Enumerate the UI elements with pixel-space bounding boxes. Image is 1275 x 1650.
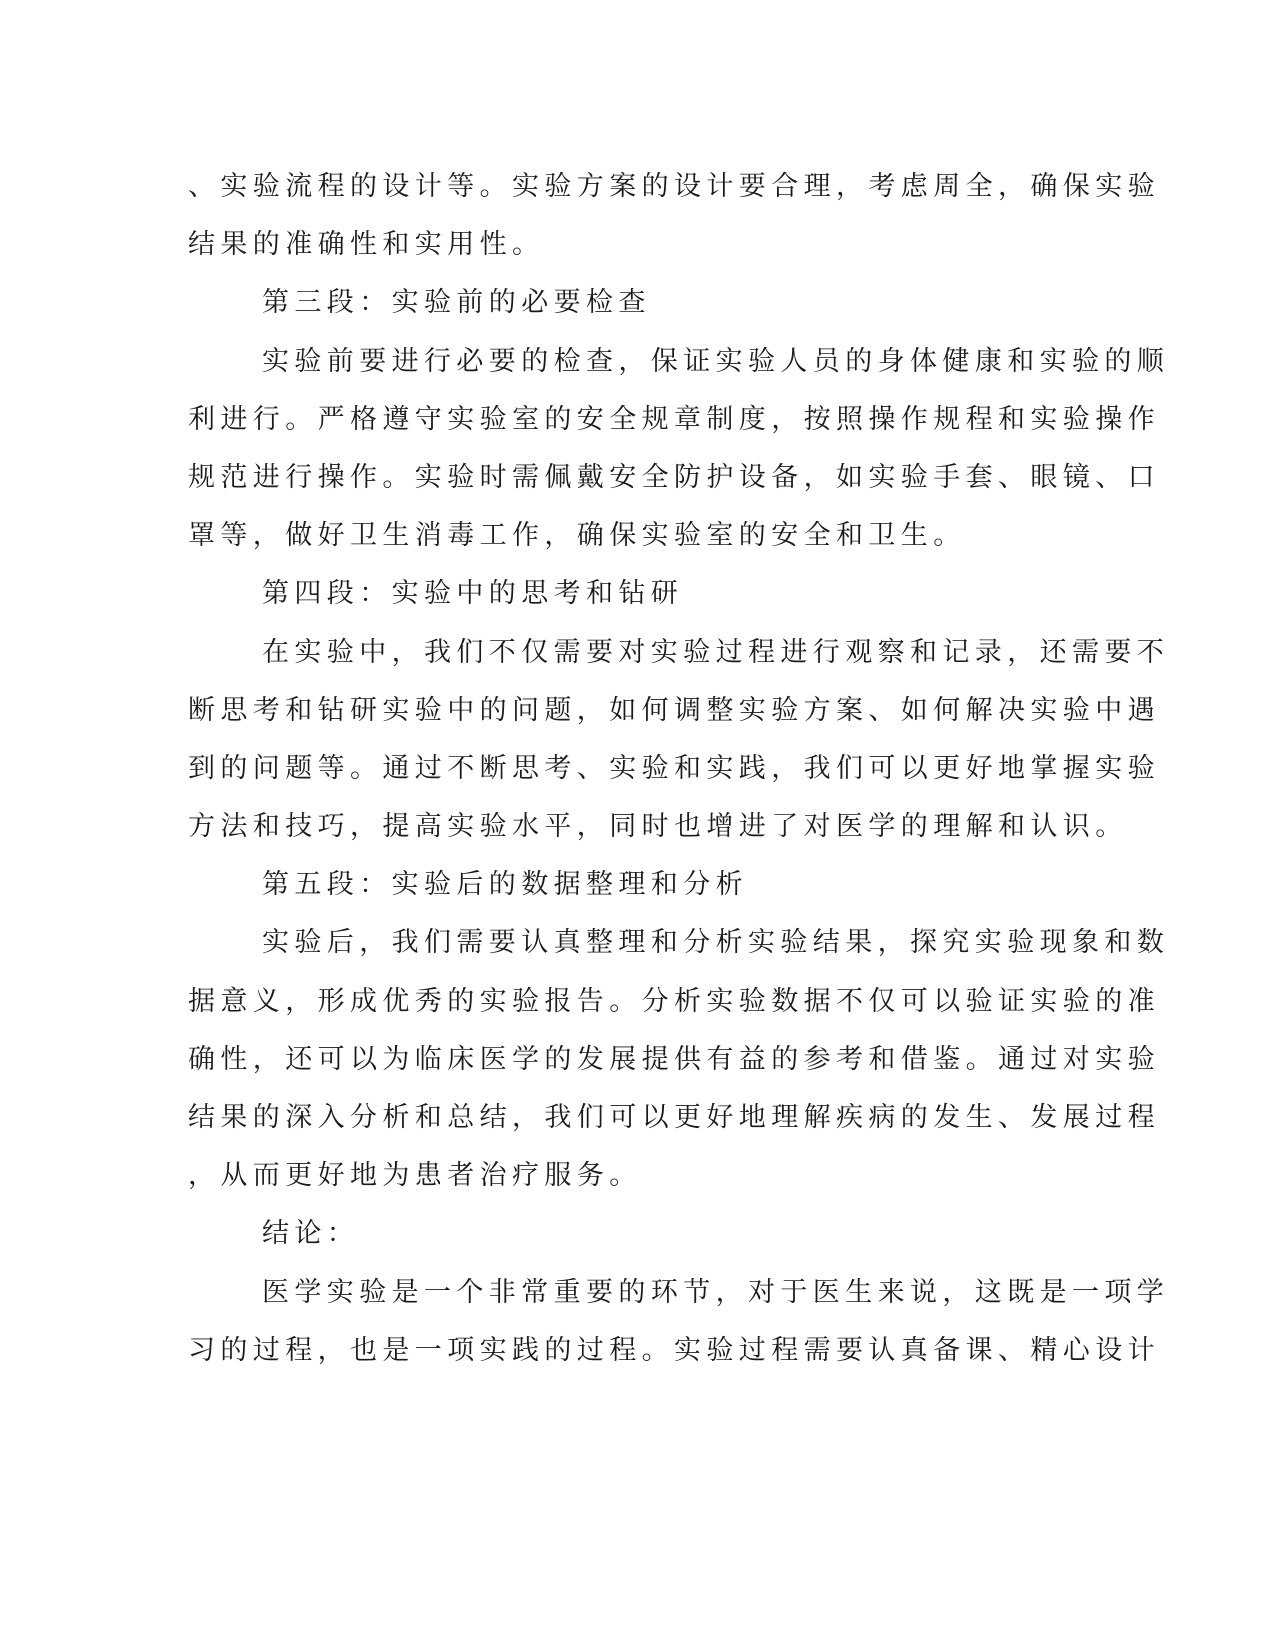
body-line: 利进行。严格遵守实验室的安全规章制度，按照操作规程和实验操作 [188,403,1160,435]
body-line: 、实验流程的设计等。实验方案的设计要合理，考虑周全，确保实验 [188,171,1160,202]
body-line: 结果的准确性和实用性。 [188,229,545,261]
document-body [188,158,1170,1380]
body-line: 结果的深入分析和总结，我们可以更好地理解疾病的发生、发展过程 [188,1102,1160,1133]
body-line: 规范进行操作。实验时需佩戴安全防护设备，如实验手套、眼镜、口 [188,461,1160,493]
body-line: 确性，还可以为临床医学的发展提供有益的参考和借鉴。通过对实验 [188,1043,1160,1075]
body-line: 方法和技巧，提高实验水平，同时也增进了对医学的理解和认识。 [188,811,1128,843]
paragraph-first-line: 在实验中，我们不仅需要对实验过程进行观察和记录，还需要不 [262,636,1170,668]
body-line: 习的过程，也是一项实践的过程。实验过程需要认真备课、精心设计 [188,1334,1160,1366]
paragraph-first-line: 医学实验是一个非常重要的环节，对于医生来说，这既是一项学 [262,1276,1170,1308]
body-line: 据意义，形成优秀的实验报告。分析实验数据不仅可以验证实验的准 [188,985,1160,1017]
section-heading: 第三段：实验前的必要检查 [262,287,651,319]
paragraph-first-line: 实验前要进行必要的检查，保证实验人员的身体健康和实验的顺 [262,345,1170,377]
section-heading: 第五段：实验后的数据整理和分析 [262,869,748,901]
section-heading: 第四段：实验中的思考和钻研 [262,578,684,610]
paragraph-first-line: 实验后，我们需要认真整理和分析实验结果，探究实验现象和数 [262,927,1170,959]
body-line: 到的问题等。通过不断思考、实验和实践，我们可以更好地掌握实验 [188,752,1160,784]
body-line: 罩等，做好卫生消毒工作，确保实验室的安全和卫生。 [188,520,966,552]
body-line: 断思考和钻研实验中的问题，如何调整实验方案、如何解决实验中遇 [188,694,1160,726]
section-heading: 结论： [262,1218,360,1250]
body-line: ，从而更好地为患者治疗服务。 [188,1160,642,1192]
